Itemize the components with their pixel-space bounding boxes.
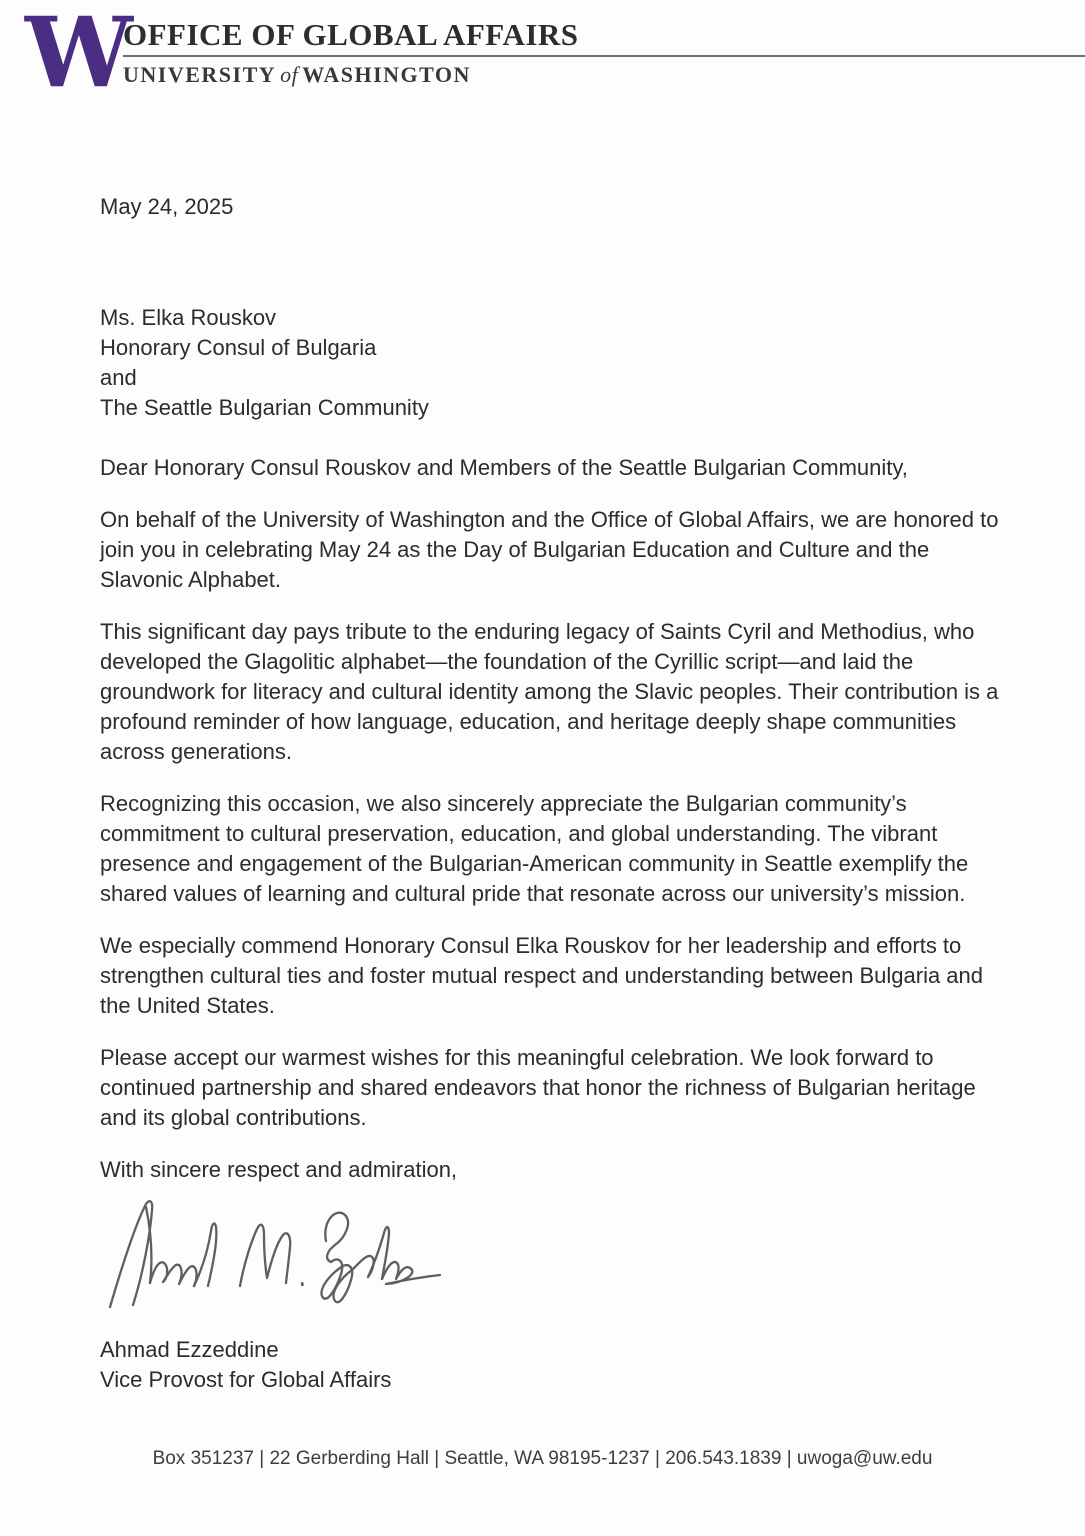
paragraph-1: On behalf of the University of Washington and the Office of Global Affairs, we are honored to join you in celebrating May 24 as the Day of Bulgarian Education and Culture and the Slavonic Alphabet.	[100, 507, 999, 592]
letter-body	[0, 192, 1085, 1395]
salutation: Dear Honorary Consul Rouskov and Members of the Seattle Bulgarian Community,	[100, 455, 908, 480]
signoff-block	[100, 1335, 1013, 1395]
recipient-organization: The Seattle Bulgarian Community	[100, 395, 429, 420]
signer-name: Ahmad Ezzeddine	[100, 1337, 279, 1362]
office-name: OFFICE OF GLOBAL AFFAIRS	[123, 17, 579, 52]
university-name	[123, 62, 1085, 88]
paragraph-4: We especially commend Honorary Consul Elka Rouskov for her leadership and efforts to strengthen cultural ties and foster mutual respect and understanding between Bulgaria and the United States.	[100, 933, 984, 1018]
signer-title: Vice Provost for Global Affairs	[100, 1367, 392, 1392]
university-name-post: WASHINGTON	[302, 62, 471, 87]
paragraph-2: This significant day pays tribute to the enduring legacy of Saints Cyril and Methodius, who developed the Glagolitic alphabet—the foundation of the Cyrillic script—and laid the groundwork for literacy and cultural identity among the Slavic peoples. Their contribution is a profound reminder of how language, education, and heritage deeply shape communities across generations.	[100, 619, 999, 764]
recipient-title: Honorary Consul of Bulgaria	[100, 335, 377, 360]
recipient-block	[100, 303, 1013, 423]
letterhead-text	[113, 14, 1085, 88]
letterhead	[0, 0, 1085, 109]
date-line: May 24, 2025	[100, 194, 234, 219]
university-name-pre: UNIVERSITY	[123, 62, 277, 87]
signature-svg	[104, 1195, 449, 1317]
footer-contact-line: Box 351237 | 22 Gerberding Hall | Seattle, WA 98195-1237 | 206.543.1839 | uwoga@uw.edu	[152, 1448, 933, 1469]
university-name-of: of	[280, 62, 299, 87]
letterhead-divider	[123, 55, 1085, 57]
recipient-conjunction: and	[100, 365, 137, 390]
paragraph-5: Please accept our warmest wishes for this meaningful celebration. We look forward to continued partnership and shared endeavors that honor the richness of Bulgarian heritage and its global contributions.	[100, 1045, 976, 1130]
handwritten-signature-image	[104, 1195, 1013, 1317]
uw-block-w-logo-icon: W	[25, 0, 129, 109]
recipient-name: Ms. Elka Rouskov	[100, 305, 277, 330]
closing-line: With sincere respect and admiration,	[100, 1157, 458, 1182]
paragraph-3: Recognizing this occasion, we also sincerely appreciate the Bulgarian community’s commitment to cultural preservation, education, and global understanding. The vibrant presence and engagement of the Bulgarian-American community in Seattle exemplify the shared values of learning and cultural pride that resonate across our university’s mission.	[100, 791, 969, 906]
